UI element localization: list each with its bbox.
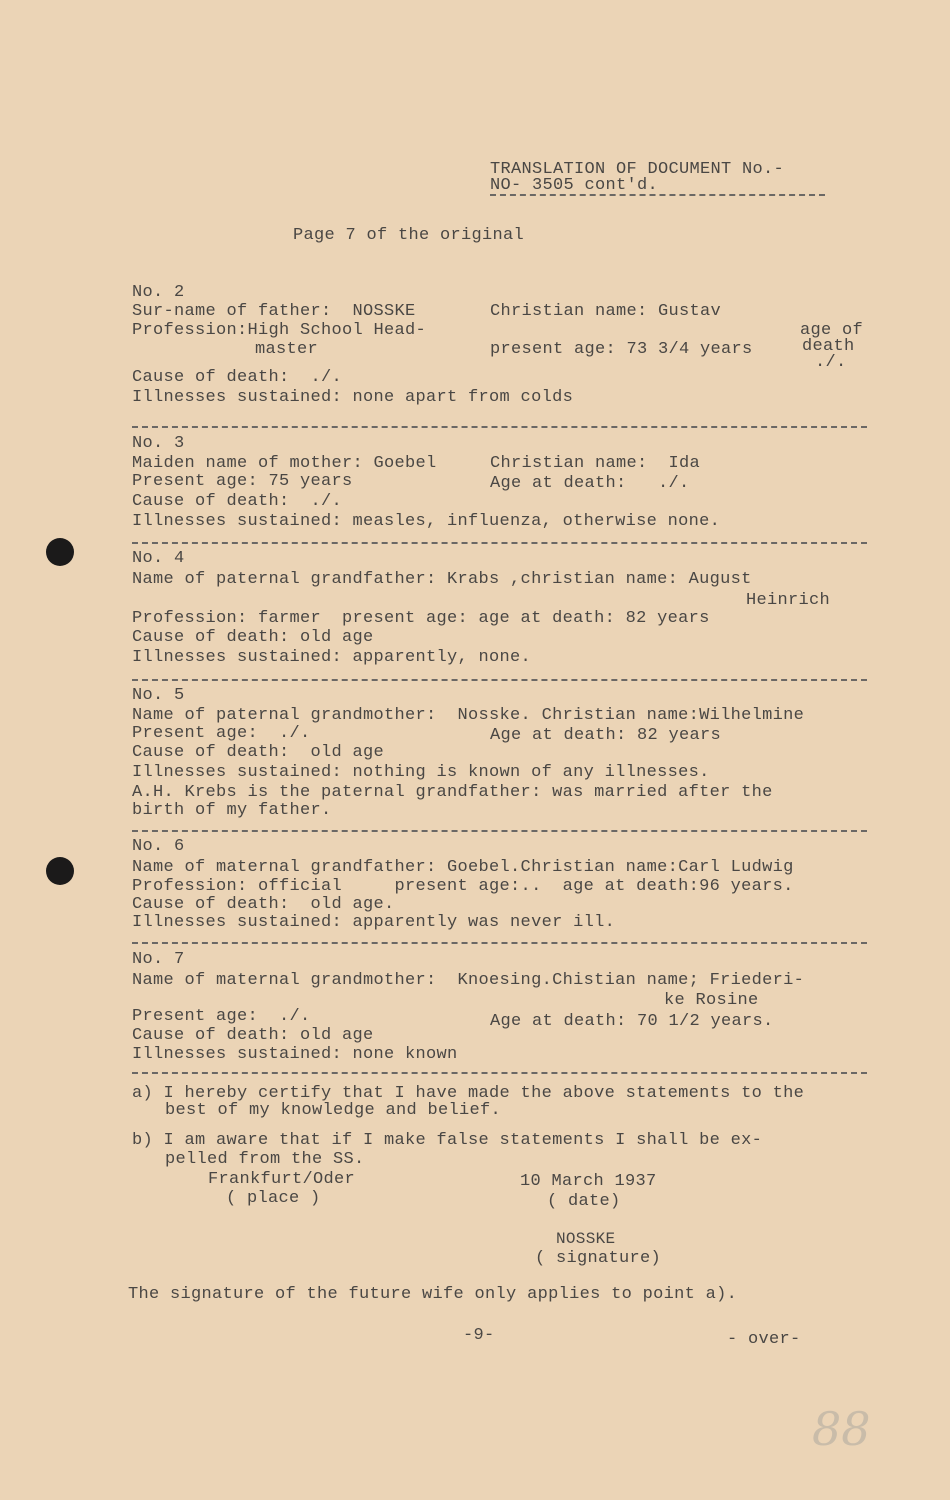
maternal-grandmother-name: Name of maternal grandmother: Knoesing.Chistian name; Friederi- (132, 971, 805, 990)
marriage-note-cont: birth of my father. (132, 801, 332, 820)
paternal-grandfather-illnesses: Illnesses sustained: apparently, none. (132, 648, 532, 667)
paternal-grandfather-name: Name of paternal grandfather: Krabs ,christian name: August (132, 570, 752, 589)
place-label: ( place ) (226, 1189, 321, 1208)
maternal-grandfather-illnesses: Illnesses sustained: apparently was never ill. (132, 913, 616, 932)
maternal-grandmother-name-cont: ke Rosine (664, 991, 759, 1010)
mother-illnesses: Illnesses sustained: measles, influenza, otherwise none. (132, 512, 721, 531)
date-label: ( date) (547, 1192, 621, 1211)
maternal-grandmother-present-age: Present age: ./. (132, 1007, 311, 1026)
signature-label: ( signature) (535, 1249, 662, 1268)
section-divider (132, 942, 867, 944)
father-present-age: present age: 73 3/4 years (490, 340, 753, 359)
marriage-note: A.H. Krebs is the paternal grandfather: was married after the (132, 783, 773, 802)
mother-age-at-death: Age at death: ./. (490, 474, 690, 493)
paternal-grandmother-illnesses: Illnesses sustained: nothing is known of any illnesses. (132, 763, 710, 782)
handwritten-page-number: 88 (812, 1402, 871, 1456)
section-divider (132, 426, 867, 428)
maternal-grandmother-cause-of-death: Cause of death: old age (132, 1026, 374, 1045)
certification-a-cont: best of my knowledge and belief. (165, 1101, 502, 1120)
page-number: -9- (463, 1326, 495, 1345)
entry-number: No. 5 (132, 686, 185, 705)
father-surname: Sur-name of father: NOSSKE (132, 302, 416, 321)
mother-cause-of-death: Cause of death: ./. (132, 492, 343, 511)
maternal-grandfather-profession: Profession: official present age:.. age at death:96 years. (132, 877, 794, 896)
date: 10 March 1937 (520, 1172, 657, 1191)
paternal-grandmother-age-at-death: Age at death: 82 years (490, 726, 722, 745)
certification-a: a) I hereby certify that I have made the above statements to the (132, 1084, 805, 1103)
entry-number: No. 6 (132, 837, 185, 856)
punch-hole (46, 538, 74, 566)
page-reference: Page 7 of the original (293, 226, 525, 245)
age-of-death-label: age of (800, 321, 864, 340)
punch-hole (46, 857, 74, 885)
mother-maiden-name: Maiden name of mother: Goebel (132, 454, 437, 473)
over-marker: - over- (727, 1330, 801, 1349)
father-profession: Profession:High School Head- (132, 321, 427, 340)
paternal-grandmother-cause-of-death: Cause of death: old age (132, 743, 385, 762)
maternal-grandmother-age-at-death: Age at death: 70 1/2 years. (490, 1012, 774, 1031)
entry-number: No. 2 (132, 283, 185, 302)
certification-b-cont: pelled from the SS. (165, 1150, 365, 1169)
title-underline (490, 194, 825, 196)
father-profession-cont: master (255, 340, 319, 359)
maternal-grandfather-cause-of-death: Cause of death: old age. (132, 895, 395, 914)
entry-number: No. 3 (132, 434, 185, 453)
signature: NOSSKE (556, 1230, 616, 1248)
paternal-grandmother-present-age: Present age: ./. (132, 724, 311, 743)
entry-number: No. 7 (132, 950, 185, 969)
document-number: NO- 3505 cont'd. (490, 176, 659, 195)
document-title: TRANSLATION OF DOCUMENT No.- (490, 160, 785, 179)
section-divider (132, 1072, 867, 1074)
mother-present-age: Present age: 75 years (132, 472, 353, 491)
age-of-death-label-2: death (802, 337, 855, 356)
paternal-grandfather-name-cont: Heinrich (746, 591, 831, 610)
father-cause-of-death: Cause of death: ./. (132, 368, 343, 387)
paternal-grandfather-profession: Profession: farmer present age: age at death: 82 years (132, 609, 710, 628)
father-illnesses: Illnesses sustained: none apart from colds (132, 388, 574, 407)
maternal-grandfather-name: Name of maternal grandfather: Goebel.Christian name:Carl Ludwig (132, 858, 794, 877)
entry-number: No. 4 (132, 549, 185, 568)
section-divider (132, 542, 867, 544)
paternal-grandmother-name: Name of paternal grandmother: Nosske. Christian name:Wilhelmine (132, 706, 805, 725)
mother-christian-name: Christian name: Ida (490, 454, 701, 473)
footer-note: The signature of the future wife only applies to point a). (128, 1285, 738, 1304)
paternal-grandfather-cause-of-death: Cause of death: old age (132, 628, 374, 647)
father-age-at-death: ./. (815, 353, 847, 372)
section-divider (132, 679, 867, 681)
place: Frankfurt/Oder (208, 1170, 356, 1189)
section-divider (132, 830, 867, 832)
father-christian-name: Christian name: Gustav (490, 302, 722, 321)
certification-b: b) I am aware that if I make false statements I shall be ex- (132, 1131, 763, 1150)
maternal-grandmother-illnesses: Illnesses sustained: none known (132, 1045, 458, 1064)
